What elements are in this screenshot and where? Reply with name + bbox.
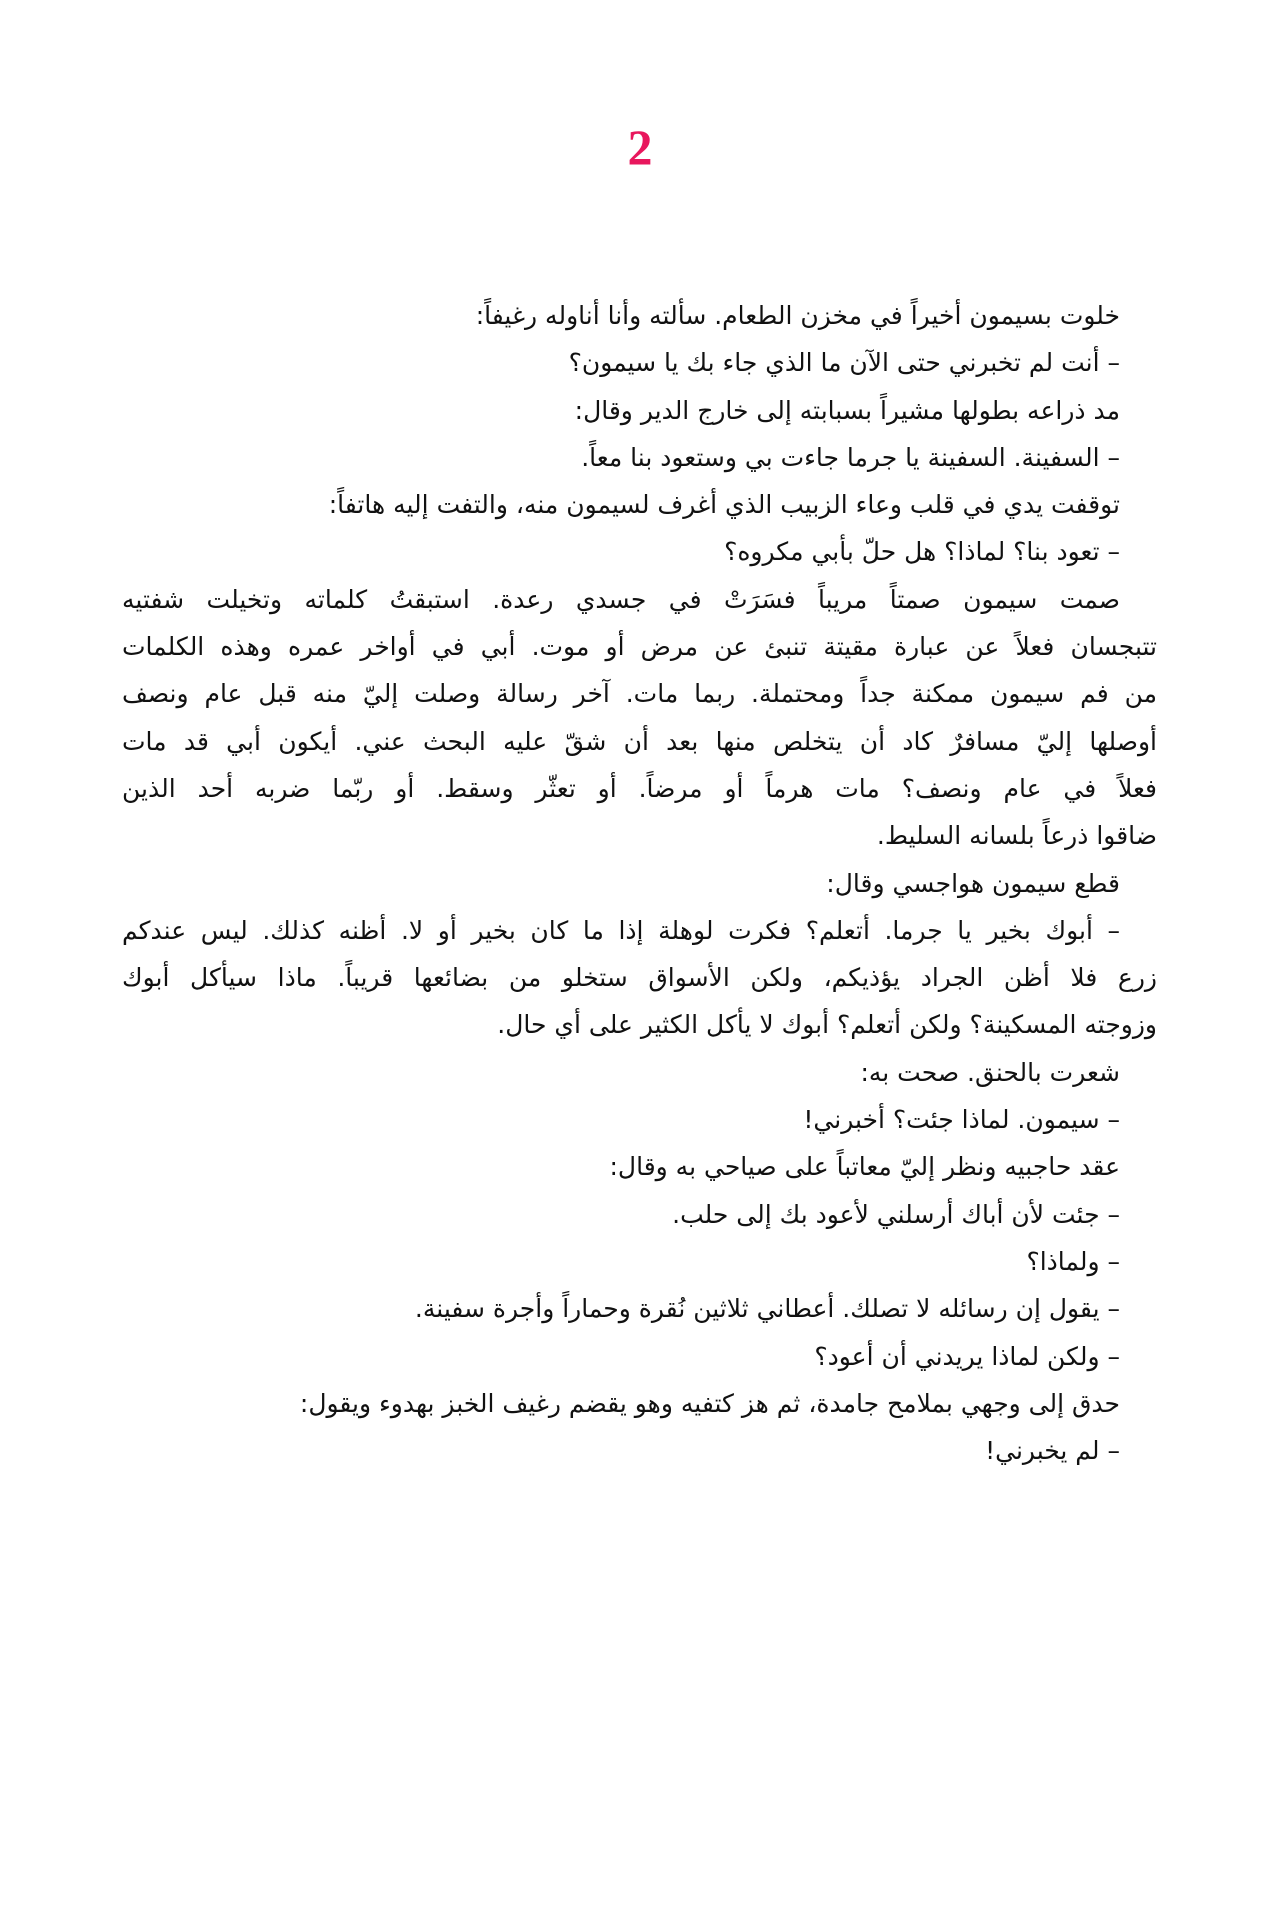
text-line: عقد حاجبيه ونظر إليّ معاتباً على صياحي به وقال: <box>609 1152 1120 1182</box>
text-line: من فم سيمون ممكنة جداً ومحتملة. ربما مات. آخر رسالة وصلت إليّ منه قبل عام ونصف <box>122 679 1157 709</box>
text-line: مد ذراعه بطولها مشيراً بسبابته إلى خارج الدير وقال: <box>574 395 1120 425</box>
dialogue-line: – أنت لم تخبرني حتى الآن ما الذي جاء بك يا سيمون؟ <box>568 348 1120 378</box>
text-line: زرع فلا أظن الجراد يؤذيكم، ولكن الأسواق ستخلو من بضائعها قريباً. ماذا سيأكل أبوك <box>122 963 1157 993</box>
dialogue-line: – لم يخبرني! <box>985 1436 1120 1466</box>
body-text <box>122 292 1157 1474</box>
text-line: تتبجسان فعلاً عن عبارة مقيتة تنبئ عن مرض أو موت. أبي في أواخر عمره وهذه الكلمات <box>122 632 1157 662</box>
dialogue-line: – يقول إن رسائله لا تصلك. أعطاني ثلاثين نُقرة وحماراً وأجرة سفينة. <box>414 1294 1120 1324</box>
text-line: خلوت بسيمون أخيراً في مخزن الطعام. سألته وأنا أناوله رغيفاً: <box>475 301 1120 330</box>
text-line: شعرت بالحنق. صحت به: <box>860 1057 1120 1087</box>
dialogue-line: – سيمون. لماذا جئت؟ أخبرني! <box>803 1105 1120 1135</box>
text-line: أوصلها إليّ مسافرٌ كاد أن يتخلص منها بعد أن شقّ عليه البحث عني. أيكون أبي قد مات <box>122 726 1157 756</box>
dialogue-line: – جئت لأن أباك أرسلني لأعود بك إلى حلب. <box>672 1199 1120 1229</box>
dialogue-line: – أبوك بخير يا جرما. أتعلم؟ فكرت لوهلة إذا ما كان بخير أو لا. أظنه كذلك. ليس عندكم <box>122 915 1120 945</box>
chapter-number: 2 <box>627 119 653 175</box>
dialogue-line: – السفينة. السفينة يا جرما جاءت بي وستعود بنا معاً. <box>581 442 1120 472</box>
text-line: قطع سيمون هواجسي وقال: <box>826 868 1120 898</box>
dialogue-line: – ولكن لماذا يريدني أن أعود؟ <box>814 1341 1120 1371</box>
text-line: صمت سيمون صمتاً مريباً فسَرَتْ في جسدي رعدة. استبقتُ كلماته وتخيلت شفتيه <box>122 584 1120 614</box>
dialogue-line: – ولماذا؟ <box>1026 1246 1120 1276</box>
text-line: فعلاً في عام ونصف؟ مات هرماً أو مرضاً. أو تعثّر وسقط. أو ربّما ضربه أحد الذين <box>122 773 1157 803</box>
dialogue-line: – تعود بنا؟ لماذا؟ هل حلّ بأبي مكروه؟ <box>724 537 1120 567</box>
text-line: وزوجته المسكينة؟ ولكن أتعلم؟ أبوك لا يأكل الكثير على أي حال. <box>497 1010 1157 1040</box>
text-line: توقفت يدي في قلب وعاء الزبيب الذي أغرف لسيمون منه، والتفت إليه هاتفاً: <box>328 490 1120 520</box>
text-line: حدق إلى وجهي بملامح جامدة، ثم هز كتفيه وهو يقضم رغيف الخبز بهدوء ويقول: <box>299 1388 1120 1418</box>
text-line: ضاقوا ذرعاً بلسانه السليط. <box>876 821 1157 851</box>
